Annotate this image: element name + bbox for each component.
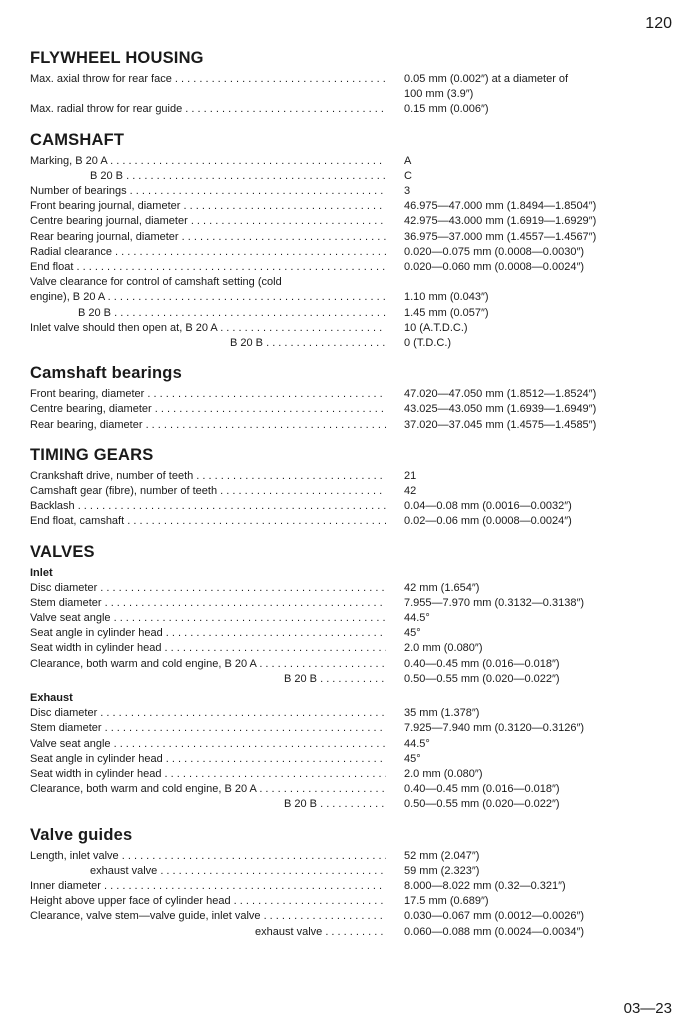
section-title-flywheel: FLYWHEEL HOUSING: [30, 49, 204, 67]
spec-row: Disc diameter . . . 35 mm (1.378″): [30, 706, 670, 721]
spec-row: Inlet valve should then open at, B 20 A . . . 10 (A.T.D.C.): [30, 321, 670, 336]
section-title-camshaft-bearings: Camshaft bearings: [30, 364, 182, 383]
section-title-timing-gears: TIMING GEARS: [30, 445, 154, 464]
spec-row: Camshaft gear (fibre), number of teeth . . . 42: [30, 484, 670, 499]
spec-row: B 20 B . . . 0.50—0.55 mm (0.020—0.022″): [30, 797, 670, 812]
spec-row: B 20 B . . . 0 (T.D.C.): [30, 336, 670, 351]
spec-row: Valve clearance for control of camshaft setting (cold: [30, 276, 282, 289]
spec-row: Rear bearing, diameter . . . 37.020—37.045 mm (1.4575—1.4585″): [30, 418, 670, 433]
subsection-title-exhaust: Exhaust: [30, 692, 73, 705]
spec-row: B 20 B . . . 1.45 mm (0.057″): [30, 306, 670, 321]
spec-row: Valve seat angle . . . 44.5°: [30, 737, 670, 752]
spec-row: Crankshaft drive, number of teeth . . . 21: [30, 469, 670, 484]
section-title-valve-guides: Valve guides: [30, 825, 133, 844]
subsection-title-inlet: Inlet: [30, 566, 53, 579]
spec-row: Seat width in cylinder head . . . 2.0 mm (0.080″): [30, 641, 670, 656]
spec-row: Front bearing journal, diameter . . . 46.975—47.000 mm (1.8494—1.8504″): [30, 199, 670, 214]
spec-row: Max. axial throw for rear face . . . 0.05 mm (0.002″) at a diameter of: [30, 72, 670, 87]
spec-row: Stem diameter . . . 7.925—7.940 mm (0.3120—0.3126″): [30, 721, 670, 736]
spec-content: [30, 48, 670, 940]
spec-row: Marking, B 20 A . . . A: [30, 154, 670, 169]
spec-row: Height above upper face of cylinder head . . . 17.5 mm (0.689″): [30, 894, 670, 909]
spec-row: engine), B 20 A . . . 1.10 mm (0.043″): [30, 290, 670, 305]
spec-row: Clearance, valve stem—valve guide, inlet valve . . . 0.030—0.067 mm (0.0012—0.0026″): [30, 909, 670, 924]
spec-row: Max. radial throw for rear guide . . . 0.15 mm (0.006″): [30, 102, 670, 117]
spec-row: Inner diameter . . . 8.000—8.022 mm (0.32—0.321″): [30, 879, 670, 894]
spec-row: Backlash . . . 0.04—0.08 mm (0.0016—0.0032″): [30, 499, 670, 514]
spec-row: Seat angle in cylinder head . . . 45°: [30, 626, 670, 641]
spec-row: Clearance, both warm and cold engine, B 20 A . . . 0.40—0.45 mm (0.016—0.018″): [30, 782, 670, 797]
spec-row: Seat angle in cylinder head . . . 45°: [30, 752, 670, 767]
spec-row: exhaust valve . . . 0.060—0.088 mm (0.0024—0.0034″): [30, 925, 670, 940]
spec-row: Stem diameter . . . 7.955—7.970 mm (0.3132—0.3138″): [30, 596, 670, 611]
spec-row: B 20 B . . . 0.50—0.55 mm (0.020—0.022″): [30, 672, 670, 687]
section-title-valves: VALVES: [30, 542, 95, 561]
spec-row: End float . . . 0.020—0.060 mm (0.0008—0.0024″): [30, 260, 670, 275]
spec-row: End float, camshaft . . . 0.02—0.06 mm (0.0008—0.0024″): [30, 514, 670, 529]
section-title-camshaft: CAMSHAFT: [30, 130, 125, 149]
spec-row: Front bearing, diameter . . . 47.020—47.050 mm (1.8512—1.8524″): [30, 387, 670, 402]
spec-row: Radial clearance . . . 0.020—0.075 mm (0.0008—0.0030″): [30, 245, 670, 260]
spec-row: Valve seat angle . . . 44.5°: [30, 611, 670, 626]
spec-row: Centre bearing, diameter . . . 43.025—43.050 mm (1.6939—1.6949″): [30, 402, 670, 417]
page-number: 120: [645, 15, 672, 32]
spec-row: exhaust valve . . . 59 mm (2.323″): [30, 864, 670, 879]
spec-row: Centre bearing journal, diameter . . . 42.975—43.000 mm (1.6919—1.6929″): [30, 214, 670, 229]
spec-row: Clearance, both warm and cold engine, B 20 A . . . 0.40—0.45 mm (0.016—0.018″): [30, 657, 670, 672]
footer-page-number: 03—23: [623, 1000, 672, 1017]
spec-row: B 20 B . . . C: [30, 169, 670, 184]
spec-row: Length, inlet valve . . . 52 mm (2.047″): [30, 849, 670, 864]
spec-row: 100 mm (3.9″): [404, 88, 474, 101]
spec-row: Seat width in cylinder head . . . 2.0 mm (0.080″): [30, 767, 670, 782]
spec-row: Rear bearing journal, diameter . . . 36.975—37.000 mm (1.4557—1.4567″): [30, 230, 670, 245]
spec-row: Disc diameter . . . 42 mm (1.654″): [30, 581, 670, 596]
spec-row: Number of bearings . . . 3: [30, 184, 670, 199]
